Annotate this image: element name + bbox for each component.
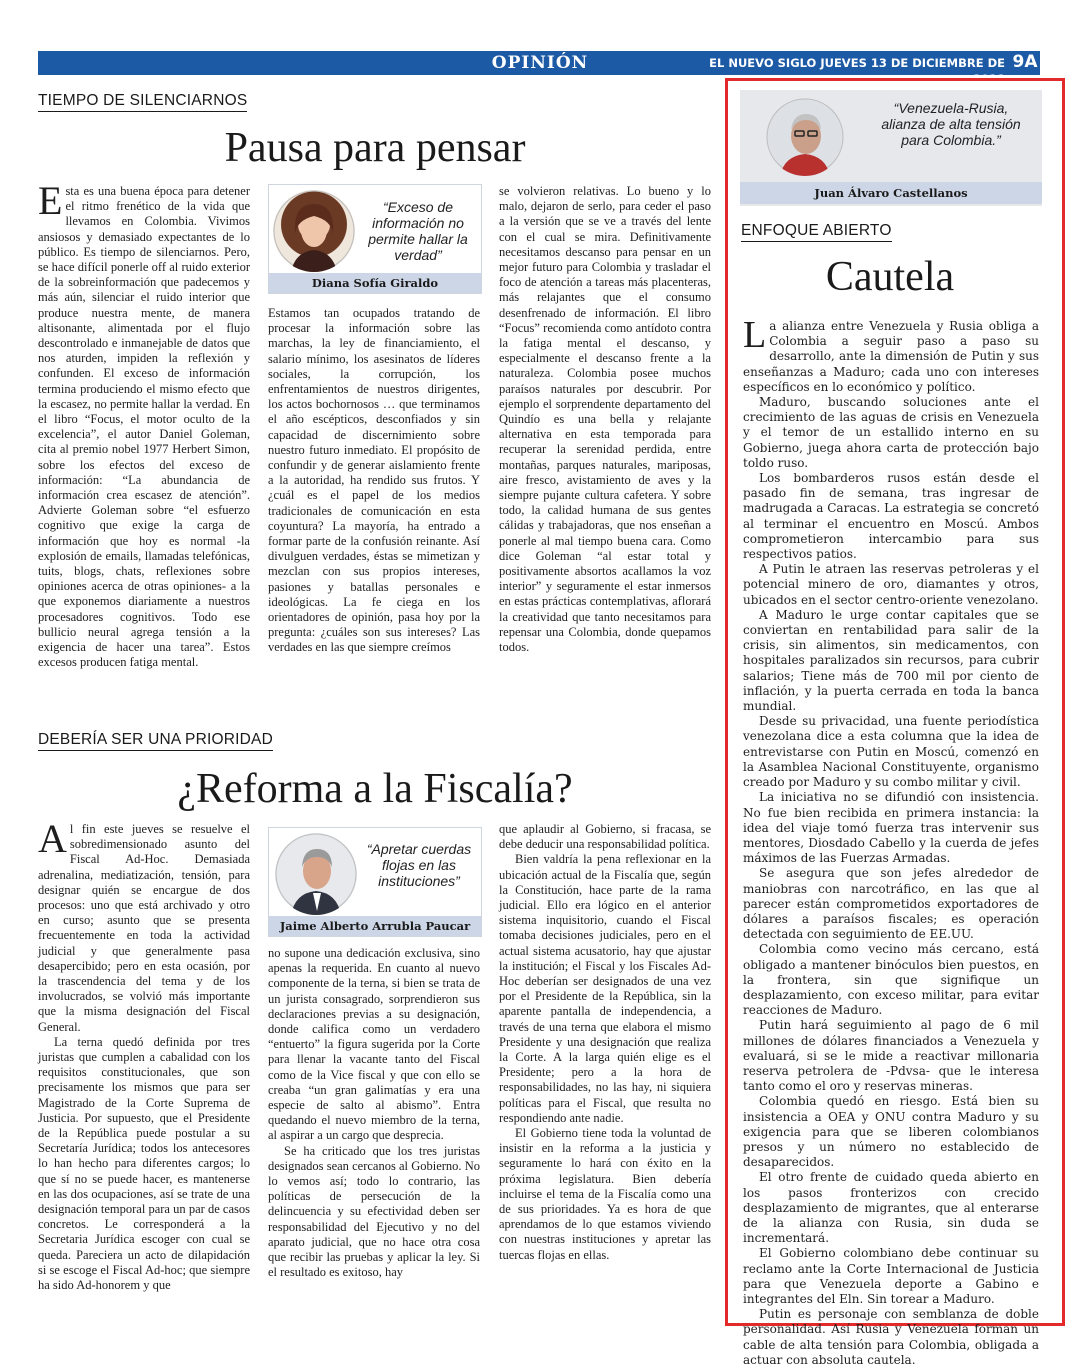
article3-headline: Cautela	[825, 254, 955, 300]
article2-headline: ¿Reforma a la Fiscalía?	[177, 766, 573, 812]
article3-quote: “Venezuela-Rusia, alianza de alta tensión para Colombia.”	[881, 100, 1021, 148]
masthead-date: EL NUEVO SIGLO JUEVES 13 DE DICIEMBRE DE 2018	[709, 56, 1005, 86]
page-number: 9A	[1012, 52, 1038, 72]
article3-dropcap: L	[743, 314, 767, 356]
article2-col2: no supone una dedicación exclusiva, sino apenas la requerida. En cuanto al nuevo componente de la terna, si bien se trata de un jurista consagrado, sorprendieron sus declaraciones previas a su designación, donde califica como un verdadero “entuerto” la figura sugerida por la Corte para llenar la vacante tanto del Fiscal como de la Vice fiscal y que con ello se creaba “un gran galimatías y era una especie de salto al abismo”. Entra quedando el nuevo miembro de la terna, al aspirar a un cargo que desprecia. Se ha criticado que los tres juristas designados sean cercanos al Gobierno. No lo vemos así; todo lo contrario, las políticas de persecución de la delincuencia y su efectividad deben ser responsabilidad del Ejecutivo y no del aparato judicial, que no hace otra cosa que recibir las pruebas y aplicar la ley. Si el resultado es exitoso, hay	[268, 946, 480, 1280]
article3-author: Juan Álvaro Castellanos	[740, 182, 1042, 204]
section-name: OPINIÓN	[491, 53, 589, 73]
article2-author: Jaime Alberto Arrubla Paucar	[269, 916, 481, 936]
article1-col2: Estamos tan ocupados tratando de procesar la información sobre las marchas, la ley de financiamiento, el salario mínimo, los asesinatos de líderes sociales, la corrupción, los enfrentamientos de nuestros dirigentes, los actos bochornosos … que terminamos el año escépticos, desconfiados y sin capacidad de discernimiento sobre nuestro futuro inmediato. El propósito de confundir y de generar aislamiento frente a la autoridad, ha rendido sus frutos. Y ¿cuál es el papel de los medios tradicionales de comunicación en esta coyuntura? La mayoría, ha entrado a formar parte de la confusión reinante. Así divulguen verdades, éstas se mimetizan y mezclan con sus propios intereses, pasiones y batallas personales e ideológicas. La fe ciega en los orientadores de opinión, pasa hoy por la pregunta: ¿cuáles son sus intereses? Las verdades en las que siempre creímos	[268, 306, 480, 655]
article1-dropcap: E	[38, 178, 63, 223]
article2-col1: Al fin este jueves se resuelve el sobredimensionado asunto del Fiscal Ad-Hoc. Demasiada adrenalina, mediatización, tensión, para designar quién se encargue de dos procesos: uno que está archivado y otro en curso; asunto que se presenta frecuentemente en toda la actividad judicial y que generalmente pasa desapercibido; pero en esta ocasión, por la trascendencia del tema y de los involucrados, se volvió más importante que la misma designación del Fiscal General. La terna quedó definida por tres juristas que cumplen a cabalidad con los requisitos constitucionales, que son precisamente los mismos que para ser Magistrado de la Corte Suprema de Justicia. Por supuesto, que el Presidente de la República puede postular a su Secretaría Jurídica; todos los antecesores lo han hecho para diferentes cargos; lo que sí no se puede hacer, es mantenerse en las dos ocupaciones, así se trate de una designación temporal para un par de casos concretos. Le corresponderá a la Secretaria Jurídica escoger con cual se queda. Pareciera un acto de dilapidación si se escoge el Fiscal Ad-hoc; que siempre ha sido Ad-honorem y que	[38, 816, 250, 1293]
author-photo-diana	[273, 190, 355, 272]
author-photo-jaime	[275, 833, 357, 915]
author-photo-juan	[766, 98, 844, 176]
article3-quote-box	[740, 90, 1042, 206]
article1-kicker: TIEMPO DE SILENCIARNOS	[38, 91, 247, 112]
article2-quote: “Apretar cuerdas flojas en las instituciones”	[366, 841, 472, 889]
article1-col3: se volvieron relativas. Lo bueno y lo malo, dejaron de serlo, para ceder el paso a la versión que se ve a través del lente con el cual se mira. Definitivamente necesitamos descanso para pensar en un mejor futuro para Colombia y trasladar el foco de atención a tareas más placenteras, más relajantes que el consumo desenfrenado de información. El libro “Focus” recomienda como antídoto contra la fatiga mental el descanso, y especialmente el descanso frente a la naturaleza. Colombia posee muchos paraísos naturales por descubrir. Por ejemplo el sorprendente departamento del Quindío es una bella y relajante alternativa en esta temporada para recuperar la serenidad perdida, entre montañas, parques naturales, mariposas, aire fresco, avistamiento de aves y la siempre pujante cultura cafetera. Y sobre todo, la calidad humana de sus gentes cálidas y trabajadoras, que nos enseñan a ponerle al mal tiempo buena cara. Como dice Goleman “al estar total y positivamente absortos acallamos la voz interior” y seguramente el estar inmersos en estas prácticas contemplativas, aflorará la creatividad que tanto necesitamos para repensar una Colombia, donde quepamos todos.	[499, 184, 711, 655]
article2-dropcap: A	[38, 816, 67, 861]
article1-col1: Esta es una buena época para detener el ritmo frenético de la vida que llevamos en Colombia. Vivimos ansiosos y demasiado expectantes de lo público. Es tiempo de silenciarnos. Pero, se hace difícil ponerle off al ruido exterior de la sobreinformación que padecemos y más aún, silenciar el ruido interior que produce nuestra mente, de manera altisonante, alimentada por el flujo descontrolado e inmanejable de datos que nos aturden, impiden la reflexión y confunden. El exceso de información termina produciendo el mismo efecto que la escasez, no permite hallar la verdad. En el libro “Focus, el motor oculto de la excelencia”, el autor Daniel Goleman, cita al premio nobel 1977 Herbert Simon, sobre los efectos del exceso de información: “La abundancia de información crea escasez de atención”. Advierte Goleman sobre “el esfuerzo cognitivo que exige la carga de información que hoy es normal -la explosión de emails, llamadas telefónicas, tuits, blogs, chats, reflexiones sobre opiniones acerca de otras opiniones- a la que exponemos diariamente a nuestros procesadores cognitivos. Todo ese bullicio neural agrega tensión a la exigencia de hacer una tarea”. Estos excesos producen fatiga mental.	[38, 178, 250, 670]
article2-kicker: DEBERÍA SER UNA PRIORIDAD	[38, 730, 273, 751]
article2-quote-box	[268, 827, 482, 937]
article1-quote: “Exceso de información no permite hallar la verdad”	[368, 199, 468, 263]
article2-col3: que aplaudir al Gobierno, si fracasa, se debe deducir una responsabilidad política. Bien valdría la pena reflexionar en la ubicación actual de la Fiscalía que, según la Constitución, hace parte de la rama judicial. Ello era lógico en el anterior sistema inquisitorio, cuando el Fiscal tomaba decisiones judiciales, pero en el actual sistema acusatorio, hay que ajustar la institución; el Fiscal y los Fiscales Ad-Hoc deberían ser designados de una vez por el Presidente de la República, sin la aparente pantalla de independencia, a través de una terna que elabora el mismo Presidente y una designación que realiza la Corte. A la larga quién elige es el Presidente; pero a la hora de responsabilidades, no las hay, ni siquiera políticas para el Fiscal, que resulta no respondiendo ante nadie. El Gobierno tiene toda la voluntad de insistir en la reforma a la justicia y seguramente lo hará con éxito en la próxima legislatura. Bien debería incluirse el tema de la Fiscalía como una de sus prioridades. Ya es hora de que aprendamos de lo que estamos viviendo con nuestras instituciones y apretar las tuercas flojas en ellas.	[499, 822, 711, 1262]
article3-kicker: ENFOQUE ABIERTO	[741, 221, 892, 242]
article1-quote-box	[268, 184, 482, 294]
article1-headline: Pausa para pensar	[224, 125, 526, 171]
article1-author: Diana Sofía Giraldo	[269, 273, 481, 293]
article3-body: La alianza entre Venezuela y Rusia obliga a Colombia a seguir paso a paso su desarrollo, ante la dimensión de Putin y sus enseñanzas a Maduro; cada uno con intereses específicos en lo económico y político. Maduro, buscando soluciones ante el crecimiento de las aguas de crisis en Venezuela y el temor de un estallido interno en su Gobierno, juega ahora carta de protección bajo toldo ruso. Los bombarderos rusos están desde el pasado fin de semana, tras ingresar de madrugada a Caracas. La estrategia se concretó al terminar el encuentro en Moscú. Ambos comprometieron intercambio para sus respectivos patios. A Putin le atraen las reservas petroleras y el potencial minero de oro, diamantes y otros, ubicados en el sector centro-oriente venezolano. A Maduro le urge contar capitales que se conviertan en rentabilidad para salir de la crisis, sin alimentos, sin medicamentos, con hospitales paralizados sin recursos, para cubrir salarios; Tiene más de 700 mil por ciento de inflación, y la puerta cerrada en toda la banca mundial. Desde su privacidad, una fuente periodística venezolana dice a esta columna que la idea de entrevistarse con Putin en Moscú, comenzó en la Asamblea Nacional Constituyente, organismo creado por Maduro y su combo militar y civil. La iniciativa no se difundió con insistencia. No fue bien recibida en primera instancia: la idea del viaje tomó fuerza tras intervenir sus mentores, Diosdado Cabello y la cuerda de jefes máximos de las Fuerzas Armadas. Se asegura que son jefes alrededor de maniobras con narcotráfico, en las que al parecer están comprometidos exportadores de dólares a paraísos fiscales; es operación detectada con seguimiento de EE.UU. Colombia como vecino más cercano, está obligado a mantener binóculos bien puestos, en la frontera, sin que signifique un desplazamiento, con exceso militar, para evitar reacciones de Maduro. Putin hará seguimiento al pago de 6 mil millones de dólares financiados a Venezuela y evaluará, si se le mide a reactivar millonaria reserva petrolera de -Pdvsa- que le interesa tanto como el oro y reservas mineras. Colombia quedó en riesgo. Está bien su insistencia a OEA y ONU contra Maduro y su exigencia para que se liberen colombianos presos y un número no establecido de desaparecidos. El otro frente de cuidado queda abierto en los pasos fronterizos con crecido desplazamiento de migrantes, que al enterarse de la alianza con Rusia, sin duda se incrementará. El Gobierno colombiano debe continuar su reclamo ante la Corte Internacional de Justicia para que Venezuela deporte a Gabino e integrantes del Eln. Sin torear a Maduro. Putin es personaje con semblanza de doble personalidad. Así Rusia y Venezuela forman un cable de alta tensión para Colombia, obligada a actuar con absoluta cautela.	[743, 314, 1039, 1367]
